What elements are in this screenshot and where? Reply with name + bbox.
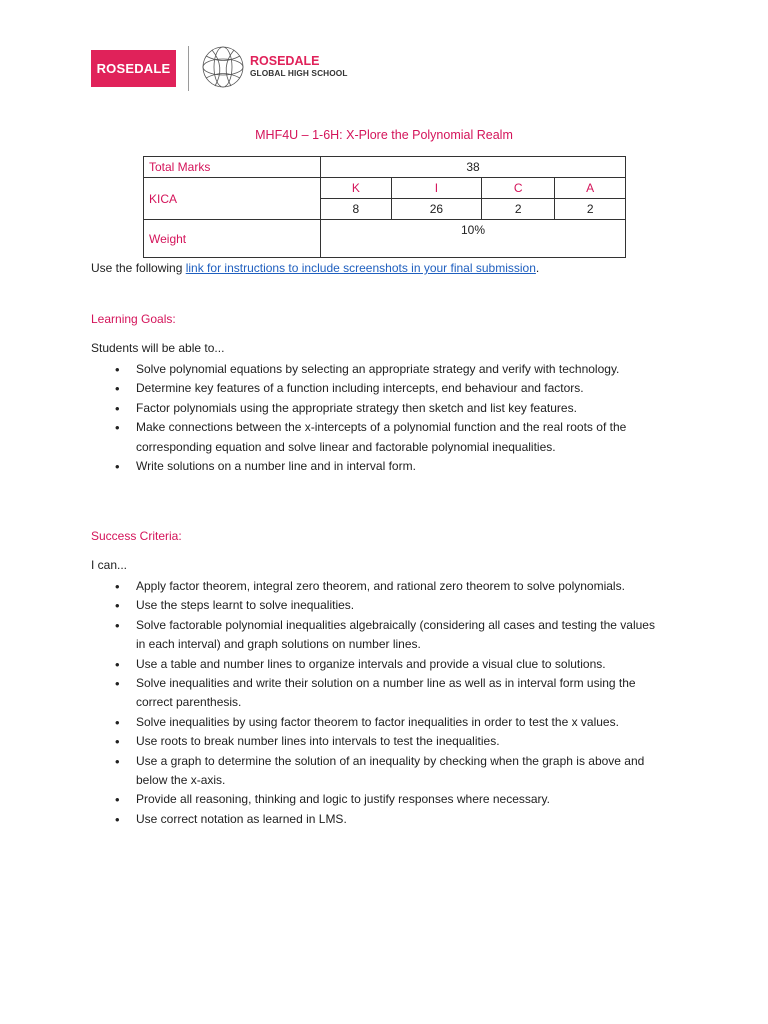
success-criteria-list: [91, 577, 691, 829]
list-item: • Make connections between the x-intercepts of a polynomial function and the real roots of the: [91, 418, 691, 437]
success-criteria-heading: Success Criteria:: [91, 529, 182, 543]
list-item: • Apply factor theorem, integral zero theorem, and rational zero theorem to solve polynomials.: [91, 577, 691, 596]
instructions-suffix: .: [535, 261, 540, 275]
list-item-continuation: below the x-axis.: [136, 773, 226, 788]
kica-header-i: I: [391, 178, 482, 199]
table-row: [144, 157, 626, 178]
list-item: • Solve inequalities and write their solution on a number line as well as in interval form using the: [91, 674, 691, 693]
list-item: • Use a graph to determine the solution of an inequality by checking when the graph is above and: [91, 752, 691, 771]
list-item: • Solve polynomial equations by selecting an appropriate strategy and verify with technology.: [91, 360, 691, 379]
list-item: • Provide all reasoning, thinking and logic to justify responses where necessary.: [91, 790, 691, 809]
table-row: [144, 178, 626, 199]
learning-goals-heading: Learning Goals:: [91, 312, 176, 326]
list-item: • Use roots to break number lines into intervals to test the inequalities.: [91, 732, 691, 751]
kica-value-a: 2: [555, 199, 626, 220]
list-item: • Use the steps learnt to solve inequalities.: [91, 596, 691, 615]
list-item: • Write solutions on a number line and in interval form.: [91, 457, 691, 476]
list-item: • Factor polynomials using the appropriate strategy then sketch and list key features.: [91, 399, 691, 418]
weight-label: Weight: [144, 220, 321, 258]
kica-header-k: K: [321, 178, 392, 199]
success-criteria-intro: I can...: [91, 558, 128, 572]
kica-header-a: A: [555, 178, 626, 199]
kica-value-k: 8: [321, 199, 392, 220]
instructions-link[interactable]: link for instructions to include screenshots in your final submission: [185, 261, 536, 275]
list-item: • Solve inequalities by using factor theorem to factor inequalities in order to test the x values.: [91, 713, 691, 732]
globe-icon: [200, 43, 246, 91]
list-item: • Determine key features of a function including intercepts, end behaviour and factors.: [91, 379, 691, 398]
instructions-prefix: Use the following: [91, 261, 186, 275]
list-item: • Use correct notation as learned in LMS.: [91, 810, 691, 829]
list-item-continuation: corresponding equation and solve linear and factorable polynomial inequalities.: [136, 439, 556, 454]
marks-table: [143, 156, 626, 258]
learning-goals-list: [91, 360, 691, 476]
list-item-continuation: in each interval) and graph solutions on number lines.: [136, 637, 421, 652]
total-marks-label: Total Marks: [144, 157, 321, 178]
learning-goals-intro: Students will be able to...: [91, 341, 225, 355]
document-title: MHF4U – 1-6H: X-Plore the Polynomial Realm: [255, 128, 513, 142]
kica-value-c: 2: [482, 199, 555, 220]
logo-divider: [188, 46, 189, 91]
instructions-line: [91, 261, 539, 275]
table-row: [144, 220, 626, 258]
school-name: ROSEDALE: [250, 54, 320, 68]
list-item: • Solve factorable polynomial inequalities algebraically (considering all cases and testing the values: [91, 616, 691, 635]
kica-header-c: C: [482, 178, 555, 199]
school-subtitle: GLOBAL HIGH SCHOOL: [250, 68, 348, 78]
list-item: • Use a table and number lines to organize intervals and provide a visual clue to solutions.: [91, 655, 691, 674]
total-marks-value: 38: [321, 157, 626, 178]
kica-value-i: 26: [391, 199, 482, 220]
list-item-continuation: correct parenthesis.: [136, 695, 242, 710]
kica-label: KICA: [144, 178, 321, 220]
rosedale-logo: ROSEDALE: [91, 50, 176, 87]
weight-value: 10%: [321, 220, 626, 258]
